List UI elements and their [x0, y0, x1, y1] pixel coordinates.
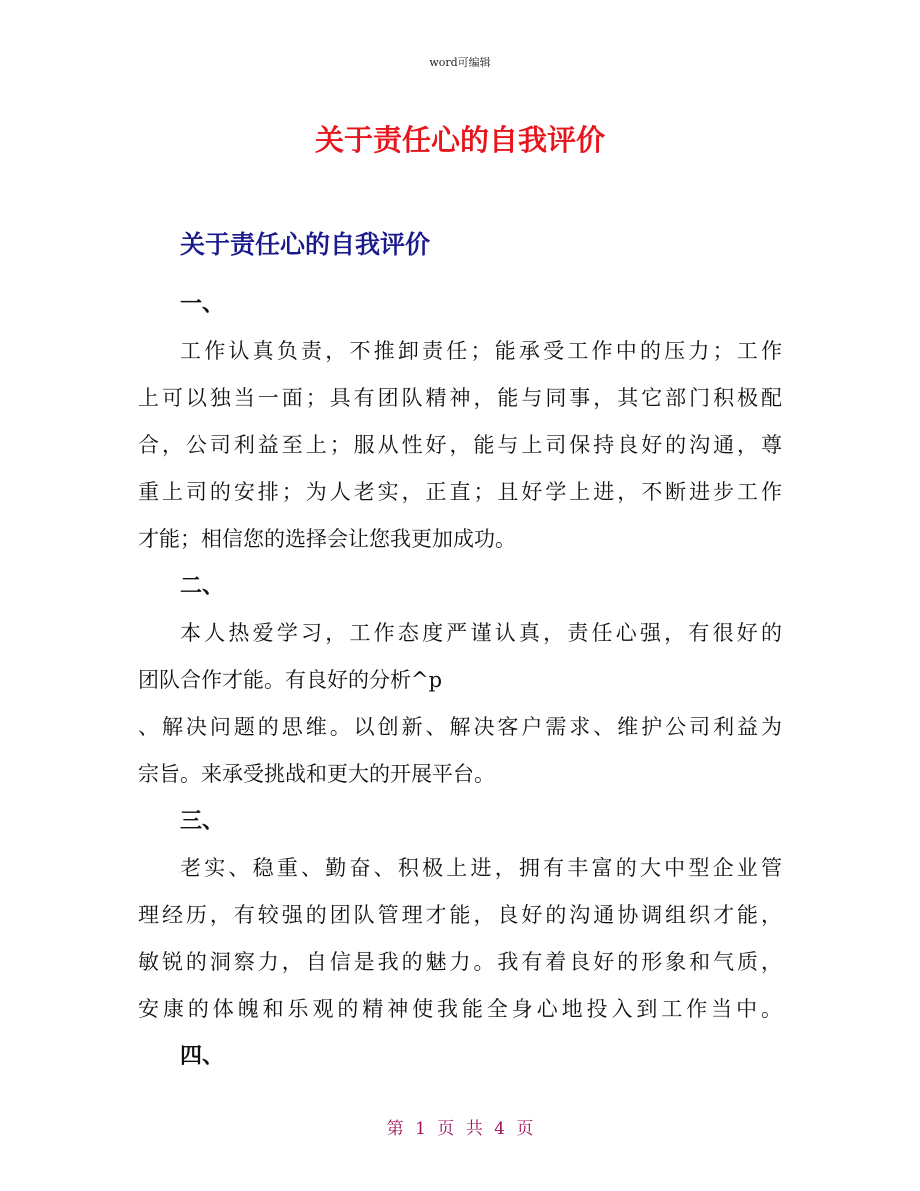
- paragraph-line: 宗旨。来承受挑战和更大的开展平台。: [138, 762, 495, 786]
- page-header: word可编辑: [429, 56, 491, 69]
- section-number: 三、: [180, 809, 225, 834]
- paragraph-line: 安康的体魄和乐观的精神使我能全身心地投入到工作当中。: [138, 997, 782, 1021]
- paragraph-line: 团队合作才能。有良好的分析^p: [138, 668, 443, 692]
- paragraph-line: 工作认真负责，不推卸责任；能承受工作中的压力；工作: [180, 339, 782, 363]
- paragraph-line: 重上司的安排；为人老实，正直；且好学上进，不断进步工作: [138, 480, 782, 504]
- paragraph-line: 、解决问题的思维。以创新、解决客户需求、维护公司利益为: [138, 715, 782, 739]
- section-number: 四、: [180, 1044, 225, 1069]
- document-title: 关于责任心的自我评价: [314, 123, 605, 157]
- page-footer: 第 1 页 共 4 页: [386, 1119, 534, 1139]
- paragraph-line: 才能；相信您的选择会让您我更加成功。: [138, 527, 516, 551]
- paragraph-line: 理经历，有较强的团队管理才能，良好的沟通协调组织才能，: [138, 903, 782, 927]
- paragraph-line: 合，公司利益至上；服从性好，能与上司保持良好的沟通，尊: [138, 433, 782, 457]
- paragraph-line: 上可以独当一面；具有团队精神，能与同事，其它部门积极配: [138, 386, 782, 410]
- paragraph-line: 本人热爱学习，工作态度严谨认真，责任心强，有很好的: [180, 621, 782, 645]
- paragraph-line: 老实、稳重、勤奋、积极上进，拥有丰富的大中型企业管: [180, 856, 782, 880]
- paragraph-line: 敏锐的洞察力，自信是我的魅力。我有着良好的形象和气质，: [138, 950, 782, 974]
- document-subtitle: 关于责任心的自我评价: [180, 230, 431, 259]
- section-number: 一、: [180, 292, 225, 317]
- section-number: 二、: [180, 574, 225, 599]
- document-body: [138, 281, 782, 1080]
